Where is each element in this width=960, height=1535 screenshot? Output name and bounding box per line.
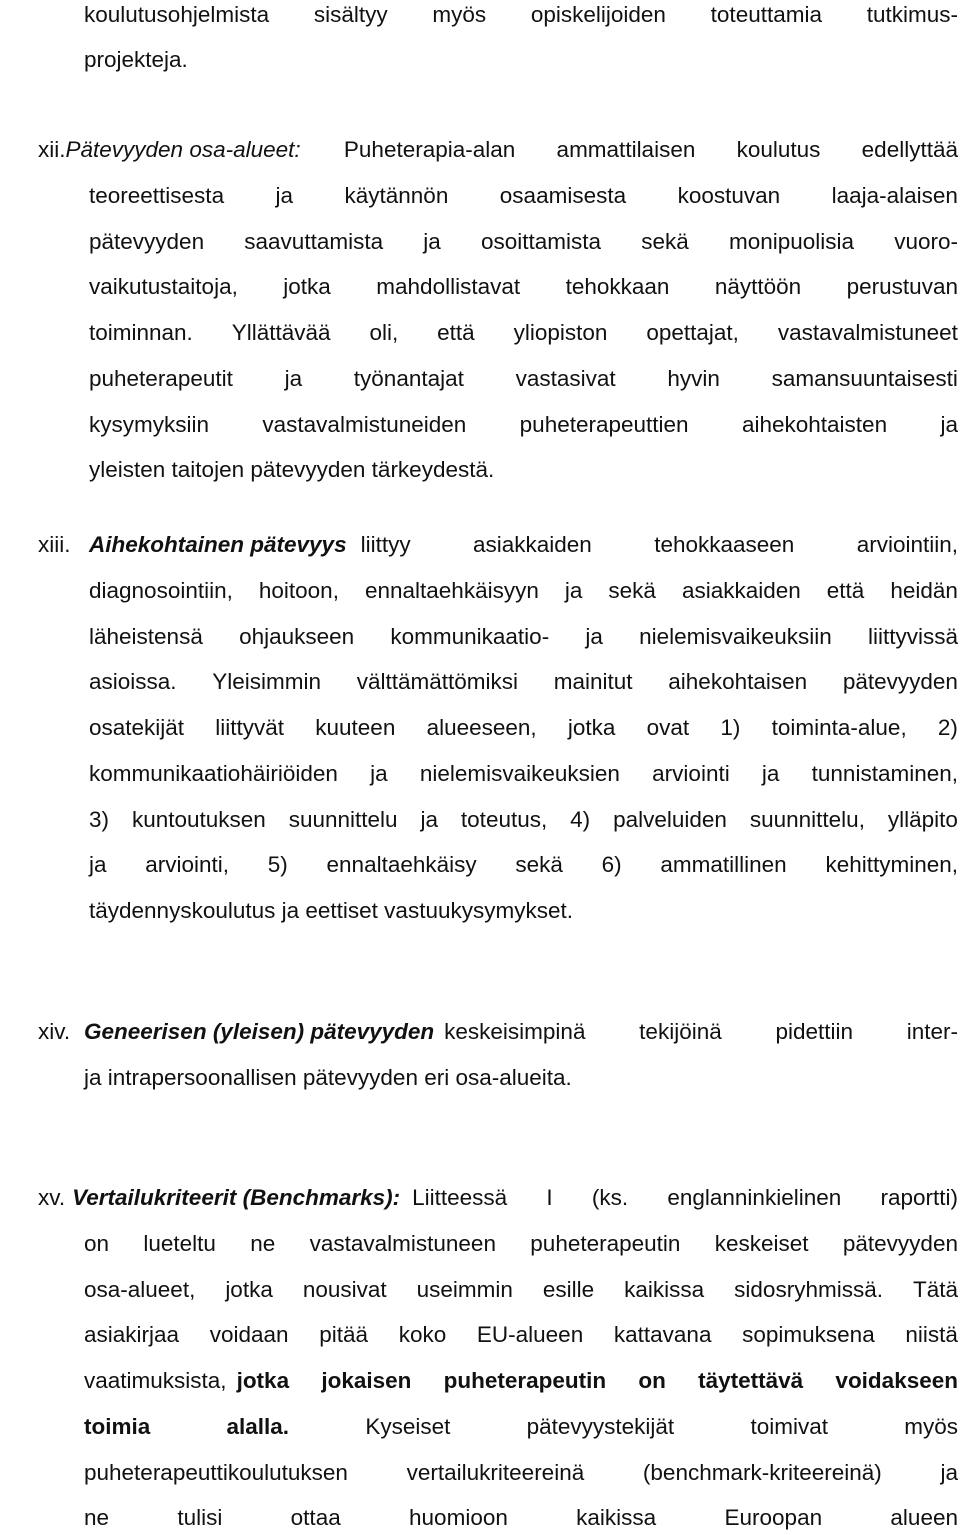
text-line [84, 1412, 958, 1442]
item-heading: Geneerisen (yleisen) pätevyyden [84, 1019, 435, 1044]
word: kehittyminen, [825, 852, 958, 878]
word: alueen [890, 1505, 958, 1531]
word: aihekohtaisen [668, 669, 808, 695]
word: ovat [646, 715, 690, 741]
text-line [84, 1458, 958, 1488]
word: 5) [267, 852, 288, 878]
word: vuoro- [894, 228, 958, 254]
word: Kyseiset [365, 1413, 451, 1439]
word: opiskelijoiden [530, 2, 666, 27]
text-line [84, 1063, 958, 1093]
word: puheterapeuttien [519, 411, 689, 437]
word: ylläpito [887, 806, 958, 832]
word: jotka [283, 274, 331, 300]
word: vastavalmistuneiden [262, 411, 467, 437]
text-line [89, 576, 958, 606]
word: ja [940, 1459, 958, 1485]
word: Yllättävää [231, 320, 331, 346]
word: ja [564, 578, 583, 603]
text-line [89, 896, 958, 926]
word: jotka [567, 715, 616, 741]
word: kysymyksiin [89, 411, 210, 437]
word: ne [84, 1505, 110, 1531]
word: mainitut [553, 669, 633, 695]
word: puheterapeutin [530, 1231, 681, 1256]
word: Puheterapia-alan ammattilaisen koulutus edellyttää [302, 137, 958, 162]
word: kommunikaatiohäiriöiden [89, 760, 338, 786]
word: liittyy asiakkaiden tehokkaaseen arviointiin, [360, 532, 958, 557]
word: Tätä [912, 1276, 958, 1302]
text-line [89, 364, 958, 394]
word: pitää [319, 1322, 369, 1348]
word: puheterapeuttikoulutuksen [84, 1459, 348, 1485]
word: huomioon [409, 1505, 508, 1531]
word: Yleisimmin [212, 669, 322, 695]
word: heidän [890, 578, 958, 603]
word: suunnittelu, [749, 806, 865, 832]
word: ja [423, 228, 441, 254]
text-line [89, 713, 958, 743]
word: käytännön [344, 183, 449, 208]
item-heading: Aihekohtainen pätevyys [89, 532, 347, 557]
word: keskeiset [714, 1231, 809, 1256]
word: asiakkaiden [681, 578, 801, 603]
word: vaikutustaitoja, [89, 274, 238, 300]
word: mahdollistavat [376, 274, 521, 300]
text-line [89, 622, 958, 652]
word: toiminta-alue, [771, 715, 907, 741]
word: 6) [601, 852, 622, 878]
text-line [84, 1320, 958, 1350]
word: sidosryhmissä. [734, 1276, 883, 1302]
word: projekteja. [84, 47, 188, 72]
word: toiminnan. [89, 320, 193, 346]
word: puheterapeutit [89, 365, 233, 391]
item-heading: Vertailukriteerit (Benchmarks): [72, 1185, 401, 1210]
item-heading: Pätevyyden osa-alueet: [65, 137, 301, 162]
text-line [89, 805, 958, 835]
word: jotka [225, 1276, 273, 1302]
text-line [84, 1366, 958, 1396]
word: tulisi [177, 1505, 223, 1531]
word: ja [420, 806, 438, 832]
word: suunnittelu [288, 806, 398, 832]
word: osaamisesta [499, 183, 627, 208]
word: näyttöön [714, 274, 802, 300]
word: perustuvan [846, 274, 958, 300]
word: oli, [369, 320, 399, 346]
word: useimmin [416, 1276, 513, 1302]
item-heading-line [38, 135, 958, 165]
word: pätevyyden [842, 669, 958, 695]
word: arviointi [652, 760, 730, 786]
text-line [89, 181, 958, 211]
word: keskeisimpinä tekijöinä pidettiin inter- [444, 1019, 958, 1044]
word: työnantajat [353, 365, 464, 391]
word: laaja-alaisen [831, 183, 958, 208]
word: kommunikaatio- [390, 623, 550, 649]
word: välttämättömiksi [356, 669, 519, 695]
word: koko [398, 1322, 447, 1348]
word: voidaan [209, 1322, 289, 1348]
word: asioissa. [89, 669, 177, 695]
word: sopimuksena [742, 1322, 875, 1348]
word: sekä [608, 578, 656, 603]
word: sekä [641, 228, 689, 254]
word: nielemisvaikeuksien [419, 760, 620, 786]
text-line [84, 45, 958, 75]
item-number: xii. [38, 137, 66, 162]
item-heading-line [89, 530, 958, 560]
word: ammatillinen [660, 852, 787, 878]
word: ja [89, 852, 107, 878]
word: vastasivat [515, 365, 616, 391]
word: EU-alueen [476, 1322, 584, 1348]
text-line [89, 318, 958, 348]
word: arviointi, [145, 852, 230, 878]
word: toimia [84, 1413, 151, 1439]
word: vastavalmistuneen [309, 1231, 496, 1256]
word: täydennyskoulutus ja eettiset vastuukysymykset. [89, 897, 573, 923]
word: sekä [515, 852, 563, 878]
word: pätevyystekijät [526, 1413, 675, 1439]
text-line [89, 759, 958, 789]
word: että [826, 578, 865, 603]
word: osatekijät [89, 715, 185, 741]
word: koostuvan [677, 183, 781, 208]
word: myös [904, 1413, 958, 1439]
word: diagnosointiin, [89, 578, 233, 603]
word: 1) [720, 715, 741, 741]
word: vertailukriteereinä [406, 1459, 585, 1485]
word: ja [370, 760, 388, 786]
word: ja [275, 183, 294, 208]
item-heading-line [38, 1183, 958, 1213]
word: ja [585, 623, 603, 649]
word: kuntoutuksen [131, 806, 266, 832]
word: ottaa [290, 1505, 341, 1531]
word: opettajat, [646, 320, 739, 346]
item-heading-line [84, 1017, 958, 1047]
word: Euroopan [724, 1505, 823, 1531]
word: ohjaukseen [239, 623, 355, 649]
word: toteuttamia [710, 2, 822, 27]
text-line [89, 410, 958, 440]
item-number: xiii. [38, 532, 71, 557]
word: asiakirjaa [84, 1322, 180, 1348]
word: tutkimus- [866, 2, 958, 27]
text-line [89, 227, 958, 257]
text-line [89, 455, 958, 485]
item-number: xiv. [38, 1019, 71, 1044]
word: nielemisvaikeuksiin [639, 623, 832, 649]
word: esille [542, 1276, 595, 1302]
word: kaikissa [576, 1505, 657, 1531]
word: läheistensä [89, 623, 203, 649]
word: koulutusohjelmista [84, 2, 270, 27]
text-line [84, 0, 958, 30]
word: alueeseen, [426, 715, 537, 741]
word: teoreettisesta [89, 183, 225, 208]
word: hyvin [667, 365, 720, 391]
word: että [437, 320, 475, 346]
text-line [89, 850, 958, 880]
text-line [89, 667, 958, 697]
word: toteutus, [460, 806, 548, 832]
word: 3) [89, 806, 110, 832]
word: jotka jokaisen puheterapeutin on täytettävä voidakseen [236, 1368, 958, 1394]
word: pätevyyden [842, 1231, 958, 1256]
word: liittyvissä [867, 623, 958, 649]
word: (benchmark-kriteereinä) [642, 1459, 882, 1485]
word: 2) [937, 715, 958, 741]
text-line [84, 1503, 958, 1533]
word: alalla. [226, 1413, 290, 1439]
word: sisältyy [313, 2, 388, 27]
word: toimivat [750, 1413, 828, 1439]
word: kuuteen [315, 715, 396, 741]
word: niistä [905, 1322, 958, 1348]
word: lueteltu [143, 1231, 216, 1256]
word: osa-alueet, [84, 1276, 196, 1302]
word: liittyvät [215, 715, 285, 741]
word: palveluiden [613, 806, 727, 832]
text-line [84, 1275, 958, 1305]
text-line [89, 272, 958, 302]
word: tehokkaan [565, 274, 670, 300]
word: samansuuntaisesti [771, 365, 958, 391]
word: ennaltaehkäisyyn [364, 578, 539, 603]
word: monipuolisia [728, 228, 855, 254]
word: yleisten taitojen pätevyyden tärkeydestä. [89, 457, 495, 483]
word: ennaltaehkäisy [326, 852, 477, 878]
word: Liitteessä I (ks. englanninkielinen raportti) [412, 1185, 958, 1210]
word: hoitoon, [258, 578, 339, 603]
word: ja [940, 411, 958, 437]
word: kattavana [613, 1322, 712, 1348]
word: 4) [570, 806, 591, 832]
word: osoittamista [480, 228, 602, 254]
word: myös [432, 2, 487, 27]
word: saavuttamista [244, 228, 384, 254]
word: kaikissa [624, 1276, 705, 1302]
word: pätevyyden [89, 228, 205, 254]
word: ja [761, 760, 780, 786]
word: vaatimuksista, [84, 1368, 227, 1394]
word: yliopiston [513, 320, 608, 346]
word: tunnistaminen, [811, 760, 958, 786]
item-number: xv. [38, 1185, 66, 1210]
word: ne [250, 1231, 276, 1256]
word: vastavalmistuneet [777, 320, 958, 346]
text-line [84, 1229, 958, 1259]
word: ja [284, 365, 303, 391]
word: nousivat [302, 1276, 387, 1302]
word: ja intrapersoonallisen pätevyyden eri osa-alueita. [84, 1065, 572, 1090]
word: aihekohtaisten [741, 411, 888, 437]
word: on [84, 1231, 110, 1256]
